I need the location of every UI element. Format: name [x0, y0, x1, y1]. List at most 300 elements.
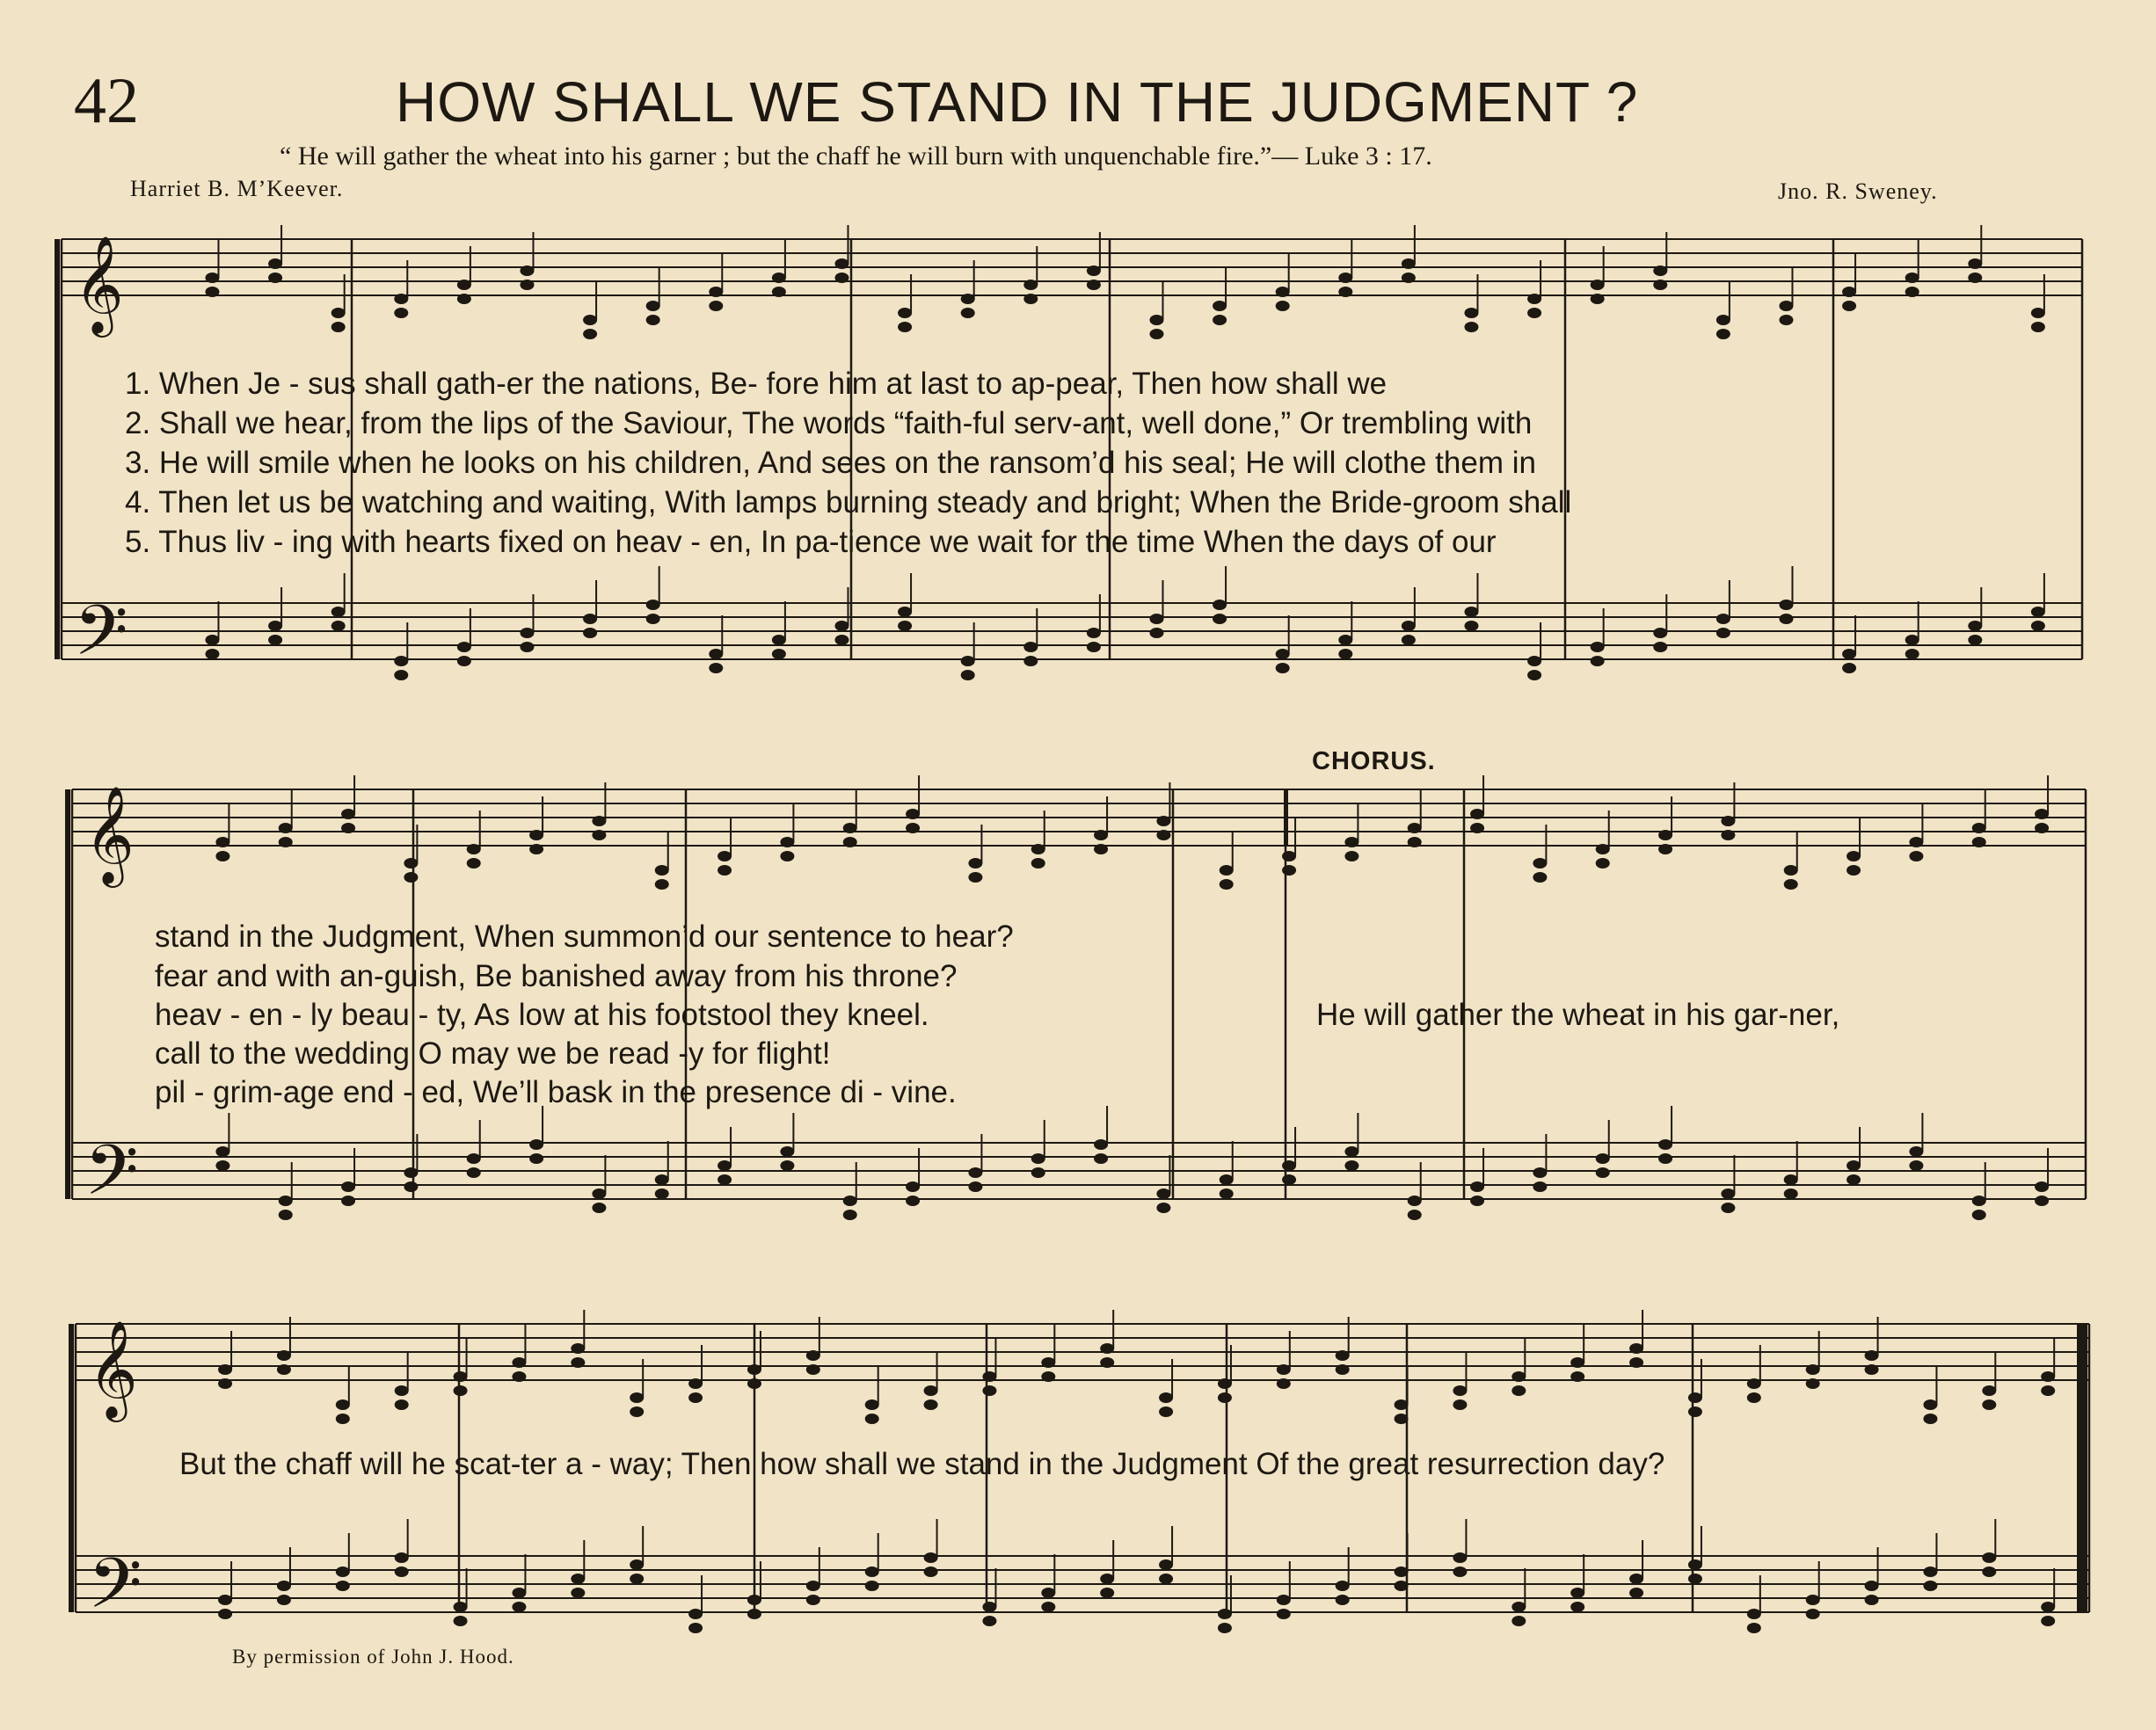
- system2-bass-notehead: [906, 1181, 920, 1192]
- verse-4-line-2: call to the wedding O may we be read -y for flight!: [155, 1036, 831, 1071]
- system1-treble-notehead: [1087, 265, 1101, 276]
- system1-bass-notehead: [268, 635, 282, 645]
- system1-bass-notehead: [1213, 614, 1227, 624]
- system3-bass-notehead: [1570, 1602, 1584, 1612]
- system3-bass-notehead: [865, 1566, 879, 1577]
- system1-bass-notehead: [583, 614, 597, 624]
- system2-treble-notehead: [592, 830, 606, 840]
- system3-treble-notehead: [1453, 1399, 1467, 1410]
- system3-treble-notehead: [277, 1350, 291, 1361]
- system2-bass-notehead: [1596, 1167, 1610, 1178]
- system2-bass-notehead: [341, 1196, 355, 1206]
- system3-brace: [69, 1324, 74, 1612]
- system3-bass-notehead: [1336, 1595, 1350, 1605]
- system1-treble-notehead: [1716, 329, 1730, 339]
- system1-bass-notehead: [961, 670, 975, 680]
- system1-bass-notehead: [1464, 607, 1478, 617]
- system3-treble-notehead: [1453, 1385, 1467, 1396]
- system2-bass-notehead: [1220, 1174, 1234, 1185]
- system1-bass-notehead: [961, 656, 975, 666]
- system2-bass-notehead: [1784, 1174, 1798, 1185]
- system2-bass-notehead: [1094, 1153, 1108, 1164]
- system2-treble-notehead: [1596, 858, 1610, 869]
- system2-bass-notehead: [2035, 1181, 2049, 1192]
- system3-bass-notehead: [277, 1595, 291, 1605]
- system1-bass-notehead: [520, 628, 534, 638]
- system3-treble-notehead: [571, 1343, 585, 1354]
- system2-treble-notehead: [341, 809, 355, 819]
- system1-bass-notehead: [834, 621, 849, 631]
- chorus-label: CHORUS.: [1312, 747, 1436, 775]
- verse-3-line-2: heav - en - ly beau - ty, As low at his footstool they kneel.: [155, 998, 929, 1032]
- system1-treble-notehead: [205, 273, 219, 283]
- system2-bass-notehead: [1846, 1174, 1861, 1185]
- system1-bass-notehead: [1842, 649, 1856, 659]
- system3-treble-notehead: [1570, 1371, 1584, 1382]
- system2-treble-notehead: [1344, 851, 1358, 861]
- system2-treble-notehead: [467, 858, 481, 869]
- system1-treble-notehead: [268, 273, 282, 283]
- verse-1-line-1: 1. When Je - sus shall gath-er the nations, Be- fore him at last to ap-pear, Then how shall we: [125, 367, 1388, 401]
- system3-treble-notehead: [924, 1385, 938, 1396]
- system2-treble-notehead: [215, 837, 229, 847]
- system3-bass-notehead: [1395, 1581, 1409, 1591]
- system2-treble-notehead: [1094, 830, 1108, 840]
- verse-2-line-1: 2. Shall we hear, from the lips of the Saviour, The words “faith-ful serv-ant, well done,” Or trembling with: [125, 406, 1533, 440]
- system3-treble-notehead: [1688, 1407, 1702, 1417]
- system2-treble-notehead: [279, 823, 293, 833]
- system3-treble-notehead: [454, 1385, 468, 1396]
- system1-treble-notehead: [2031, 308, 2045, 318]
- system3-bass-notehead: [1100, 1574, 1114, 1584]
- system3-bass-notehead: [806, 1581, 820, 1591]
- system3-treble-notehead: [512, 1357, 526, 1368]
- system3-bass-notehead: [1923, 1581, 1937, 1591]
- system3-bass-notehead: [1041, 1588, 1055, 1598]
- system3-treble-notehead: [1100, 1357, 1114, 1368]
- system2-treble-notehead: [404, 858, 418, 869]
- system1-treble-notehead: [1213, 315, 1227, 325]
- system1-bass-notehead: [772, 635, 786, 645]
- system3-bass-notehead: [1982, 1566, 1996, 1577]
- system3-bass-notehead: [1453, 1566, 1467, 1577]
- chorus-line-1: He will gather the wheat in his gar-ner,: [1316, 998, 1840, 1032]
- system3-treble-notehead: [865, 1414, 879, 1424]
- system1-treble-notehead: [268, 258, 282, 269]
- system3-treble-notehead: [1806, 1378, 1820, 1389]
- system1-treble-notehead: [457, 280, 471, 290]
- system3-bass-notehead: [1159, 1559, 1173, 1570]
- system1-bass-notehead: [1402, 621, 1416, 631]
- system3-bass-notehead: [1865, 1581, 1879, 1591]
- system3-treble-notehead: [571, 1357, 585, 1368]
- system1-bass-notehead: [1149, 614, 1163, 624]
- system2-bass-notehead: [717, 1160, 732, 1171]
- system1-bass-notehead: [520, 642, 534, 652]
- system1-bass-notehead: [1716, 614, 1730, 624]
- system3-bass-notehead: [1395, 1566, 1409, 1577]
- system2-treble-notehead: [717, 851, 732, 861]
- system3-treble-notehead: [454, 1371, 468, 1382]
- system2-treble-notehead: [843, 837, 857, 847]
- system2-treble-notehead: [1846, 851, 1861, 861]
- system2-treble-notehead: [1658, 830, 1672, 840]
- system3-bass-notehead: [747, 1595, 761, 1605]
- system1-treble-notehead: [834, 273, 849, 283]
- system1-bass-notehead: [898, 621, 912, 631]
- system3-treble-notehead: [218, 1378, 232, 1389]
- system3-treble-notehead: [1218, 1378, 1232, 1389]
- system2-treble-notehead: [1533, 872, 1547, 883]
- system1-bass-notehead: [709, 649, 723, 659]
- system2-bass-notehead: [1344, 1160, 1358, 1171]
- system3-bass-notehead: [1923, 1566, 1937, 1577]
- system1-bass-notehead: [1716, 628, 1730, 638]
- system1-treble-notehead: [1149, 329, 1163, 339]
- chorus-line-2: But the chaff will he scat-ter a - way; Then how shall we stand in the Judgment Of the great resurrection day?: [179, 1447, 1665, 1481]
- system3-bass-notehead: [1629, 1588, 1643, 1598]
- system2-bass-notehead: [1220, 1188, 1234, 1199]
- permission-note: By permission of John J. Hood.: [232, 1646, 514, 1668]
- system2-treble-notehead: [1721, 816, 1735, 826]
- system3-bass-notehead: [630, 1574, 644, 1584]
- system2-treble-notehead: [1094, 844, 1108, 854]
- system2-bass-notehead: [341, 1181, 355, 1192]
- system3-bass-notehead: [865, 1581, 879, 1591]
- system3-bass-notehead: [747, 1609, 761, 1619]
- system1-bass-notehead: [646, 600, 660, 610]
- system3-treble-notehead: [1747, 1378, 1761, 1389]
- system3-treble-notehead: [1865, 1364, 1879, 1375]
- system2-bass-notehead: [906, 1196, 920, 1206]
- system2-treble-notehead: [1470, 823, 1484, 833]
- system2-treble-notehead: [529, 830, 543, 840]
- system3-treble-notehead: [1806, 1364, 1820, 1375]
- system3-treble-notehead: [630, 1392, 644, 1403]
- system1-bass-notehead: [1591, 656, 1605, 666]
- treble-clef-icon: 𝄞: [84, 785, 135, 883]
- system1-treble-notehead: [1968, 273, 1982, 283]
- system1-treble-notehead: [1905, 273, 1919, 283]
- system3-bass-notehead: [1806, 1595, 1820, 1605]
- system1-treble-notehead: [2031, 322, 2045, 332]
- system1-treble-notehead: [394, 294, 408, 304]
- system2-bass-notehead: [1470, 1181, 1484, 1192]
- system3-treble-notehead: [1629, 1357, 1643, 1368]
- system1-treble-notehead: [1402, 258, 1416, 269]
- system2-treble-notehead: [1282, 865, 1296, 876]
- system1-bass-notehead: [709, 663, 723, 673]
- system2-treble-notehead: [1596, 844, 1610, 854]
- system2-bass-notehead: [1721, 1188, 1735, 1199]
- system1-treble-notehead: [394, 308, 408, 318]
- system1-treble-notehead: [709, 287, 723, 297]
- system1-treble-notehead: [1023, 294, 1038, 304]
- system3-treble-notehead: [630, 1407, 644, 1417]
- system3-bass-notehead: [2041, 1616, 2055, 1626]
- system2-treble-notehead: [1408, 837, 1422, 847]
- system1-treble-notehead: [331, 322, 346, 332]
- system2-bass-notehead: [1784, 1188, 1798, 1199]
- system1-bass-notehead: [1338, 635, 1352, 645]
- system2-treble-notehead: [1031, 844, 1045, 854]
- system1-bass-notehead: [1842, 663, 1856, 673]
- system2-treble-notehead: [1784, 865, 1798, 876]
- system3-treble-notehead: [218, 1364, 232, 1375]
- hymn-title: HOW SHALL WE STAND IN THE JUDGMENT ?: [396, 70, 1639, 134]
- verse-2-line-2: fear and with an-guish, Be banished away from his throne?: [155, 959, 958, 993]
- system1-treble-notehead: [834, 258, 849, 269]
- system3-bass-notehead: [1688, 1574, 1702, 1584]
- system3-treble-notehead: [1865, 1350, 1879, 1361]
- system1-treble-notehead: [1653, 280, 1667, 290]
- system2-treble-notehead: [1721, 830, 1735, 840]
- system3-treble-notehead: [2041, 1385, 2055, 1396]
- system2-bass-notehead: [1658, 1153, 1672, 1164]
- system2-bass-notehead: [780, 1146, 794, 1157]
- system3-treble-notehead: [1511, 1385, 1526, 1396]
- system2-bass-notehead: [1031, 1167, 1045, 1178]
- system3-treble-notehead: [395, 1385, 409, 1396]
- system3-treble-notehead: [512, 1371, 526, 1382]
- system2-bass-notehead: [1156, 1203, 1170, 1213]
- system3-bass-notehead: [1865, 1595, 1879, 1605]
- system2-bass-notehead: [467, 1167, 481, 1178]
- system2-bass-notehead: [843, 1196, 857, 1206]
- lyricist-credit: Harriet B. M’Keever.: [130, 176, 344, 201]
- system1-treble-notehead: [583, 315, 597, 325]
- system2-treble-notehead: [1156, 816, 1170, 826]
- system1-bass-notehead: [646, 614, 660, 624]
- system1-treble-notehead: [1276, 287, 1290, 297]
- system1-bass-notehead: [898, 607, 912, 617]
- system1-bass-notehead: [1527, 656, 1541, 666]
- system2-bass-notehead: [592, 1188, 606, 1199]
- system1-bass-notehead: [1591, 642, 1605, 652]
- system3-treble-notehead: [1688, 1392, 1702, 1403]
- system1-bass-notehead: [331, 607, 346, 617]
- bass-clef-icon: 𝄢: [84, 1130, 139, 1228]
- system3-treble-notehead: [982, 1385, 996, 1396]
- system2-treble-notehead: [215, 851, 229, 861]
- system1-bass-notehead: [1213, 600, 1227, 610]
- system2-bass-notehead: [1470, 1196, 1484, 1206]
- system3-bass-notehead: [1747, 1609, 1761, 1619]
- system2-treble-notehead: [529, 844, 543, 854]
- system1-treble-notehead: [898, 322, 912, 332]
- system3-treble-notehead: [1395, 1399, 1409, 1410]
- system1-bass-notehead: [583, 628, 597, 638]
- system1-treble-notehead: [898, 308, 912, 318]
- system3-treble-notehead: [982, 1371, 996, 1382]
- system3-treble-notehead: [1159, 1392, 1173, 1403]
- system2-bass-notehead: [467, 1153, 481, 1164]
- system3-bass-notehead: [336, 1566, 350, 1577]
- system1-treble-notehead: [457, 294, 471, 304]
- system3-treble-notehead: [924, 1399, 938, 1410]
- system2-bass-notehead: [1658, 1139, 1672, 1150]
- system2-bass-notehead: [1408, 1196, 1422, 1206]
- system3-bass-notehead: [1218, 1623, 1232, 1633]
- system2-treble-notehead: [906, 809, 920, 819]
- system2-treble-notehead: [968, 872, 982, 883]
- system1-treble-notehead: [1464, 308, 1478, 318]
- system3-bass-notehead: [1218, 1609, 1232, 1619]
- system2-bass-notehead: [279, 1196, 293, 1206]
- system1-bass-notehead: [2031, 621, 2045, 631]
- system2-bass-notehead: [655, 1174, 669, 1185]
- system1-treble-notehead: [709, 301, 723, 311]
- final-barline: [2077, 1324, 2087, 1612]
- system2-brace: [65, 789, 70, 1199]
- system3-treble-notehead: [688, 1392, 703, 1403]
- system2-bass-notehead: [592, 1203, 606, 1213]
- system2-treble-notehead: [404, 872, 418, 883]
- system1-bass-notehead: [1779, 600, 1793, 610]
- system3-treble-notehead: [1747, 1392, 1761, 1403]
- system1-treble-notehead: [1087, 280, 1101, 290]
- system1-bass-notehead: [1653, 628, 1667, 638]
- system1-bass-notehead: [1968, 621, 1982, 631]
- system2-treble-notehead: [592, 816, 606, 826]
- page-number: 42: [74, 65, 139, 137]
- system3-treble-notehead: [1570, 1357, 1584, 1368]
- system1-bass-notehead: [1527, 670, 1541, 680]
- verse-1-line-2: stand in the Judgment, When summon’d our sentence to hear?: [155, 920, 1014, 954]
- verse-3-line-1: 3. He will smile when he looks on his children, And sees on the ransom’d his seal; He will clothe them in: [125, 446, 1536, 480]
- system2-bass-notehead: [215, 1160, 229, 1171]
- system1-bass-notehead: [1023, 642, 1038, 652]
- system3-bass-notehead: [688, 1609, 703, 1619]
- system3-treble-notehead: [688, 1378, 703, 1389]
- system2-treble-notehead: [717, 865, 732, 876]
- system3-treble-notehead: [1218, 1392, 1232, 1403]
- system3-treble-notehead: [2041, 1371, 2055, 1382]
- system3-treble-notehead: [1041, 1371, 1055, 1382]
- system3-bass-notehead: [688, 1623, 703, 1633]
- system1-treble-notehead: [1591, 280, 1605, 290]
- system3-treble-notehead: [395, 1399, 409, 1410]
- system3-treble-notehead: [1336, 1364, 1350, 1375]
- system3-bass-notehead: [1511, 1616, 1526, 1626]
- system3-bass-notehead: [982, 1616, 996, 1626]
- system1-treble-notehead: [205, 287, 219, 297]
- system3-bass-notehead: [218, 1595, 232, 1605]
- system2-treble-notehead: [1408, 823, 1422, 833]
- system2-bass-notehead: [1909, 1160, 1923, 1171]
- system3-bass-notehead: [1688, 1559, 1702, 1570]
- system1-bass-notehead: [1023, 656, 1038, 666]
- system1-treble-notehead: [1023, 280, 1038, 290]
- system3-bass-notehead: [454, 1602, 468, 1612]
- system3-bass-notehead: [1159, 1574, 1173, 1584]
- system1-treble-notehead: [1527, 308, 1541, 318]
- system3-treble-notehead: [1923, 1414, 1937, 1424]
- system2-bass-notehead: [655, 1188, 669, 1199]
- system3-bass-notehead: [1336, 1581, 1350, 1591]
- system1-bass-notehead: [1905, 635, 1919, 645]
- system2-treble-notehead: [1220, 865, 1234, 876]
- system2-treble-notehead: [1220, 879, 1234, 890]
- composer-credit: Jno. R. Sweney.: [1778, 178, 1938, 204]
- system2-treble-notehead: [1972, 837, 1986, 847]
- system3-bass-notehead: [1041, 1602, 1055, 1612]
- system3-treble-notehead: [1923, 1399, 1937, 1410]
- system2-treble-notehead: [655, 879, 669, 890]
- system1-treble-notehead: [772, 273, 786, 283]
- system2-treble-notehead: [906, 823, 920, 833]
- system1-treble-notehead: [1779, 301, 1793, 311]
- system2-bass-notehead: [1909, 1146, 1923, 1157]
- system2-treble-notehead: [341, 823, 355, 833]
- system2-bass-notehead: [1408, 1210, 1422, 1220]
- system1-treble-notehead: [1716, 315, 1730, 325]
- system1-bass-notehead: [2031, 607, 2045, 617]
- system2-treble-notehead: [1658, 844, 1672, 854]
- system3-bass-notehead: [924, 1552, 938, 1563]
- system1-treble-notehead: [961, 308, 975, 318]
- system2-bass-notehead: [1344, 1146, 1358, 1157]
- system1-bass-notehead: [457, 642, 471, 652]
- system3-treble-notehead: [806, 1350, 820, 1361]
- system2-treble-notehead: [1470, 809, 1484, 819]
- system2-treble-notehead: [2035, 823, 2049, 833]
- system2-bass-notehead: [2035, 1196, 2049, 1206]
- system1-treble-notehead: [583, 329, 597, 339]
- system3-bass-notehead: [571, 1588, 585, 1598]
- system2-treble-notehead: [1031, 858, 1045, 869]
- system3-treble-notehead: [1159, 1407, 1173, 1417]
- system2-bass-notehead: [717, 1174, 732, 1185]
- system2-treble-notehead: [780, 851, 794, 861]
- system1-treble-notehead: [1338, 273, 1352, 283]
- system1-bass-notehead: [331, 621, 346, 631]
- system1-bass-notehead: [457, 656, 471, 666]
- system3-treble-notehead: [1982, 1385, 1996, 1396]
- system3-treble-notehead: [1395, 1414, 1409, 1424]
- system3-bass-notehead: [2041, 1602, 2055, 1612]
- system1-treble-notehead: [1213, 301, 1227, 311]
- system1-treble-notehead: [1464, 322, 1478, 332]
- system1-treble-notehead: [1402, 273, 1416, 283]
- system1-treble-notehead: [1779, 315, 1793, 325]
- system3-bass-notehead: [1100, 1588, 1114, 1598]
- system3-bass-notehead: [571, 1574, 585, 1584]
- system1-bass-notehead: [205, 635, 219, 645]
- system2-treble-notehead: [1344, 837, 1358, 847]
- system2-bass-notehead: [215, 1146, 229, 1157]
- system3-bass-notehead: [982, 1602, 996, 1612]
- system3-bass-notehead: [1277, 1609, 1291, 1619]
- system2-bass-notehead: [279, 1210, 293, 1220]
- system2-treble-notehead: [1909, 851, 1923, 861]
- system2-treble-notehead: [1784, 879, 1798, 890]
- system3-treble-notehead: [806, 1364, 820, 1375]
- system1-treble-notehead: [1905, 287, 1919, 297]
- system1-bass-notehead: [394, 656, 408, 666]
- system2-treble-notehead: [1533, 858, 1547, 869]
- system1-bass-notehead: [1464, 621, 1478, 631]
- system3-treble-notehead: [1511, 1371, 1526, 1382]
- system3-bass-notehead: [512, 1588, 526, 1598]
- system1-bass-notehead: [1338, 649, 1352, 659]
- system3-bass-notehead: [277, 1581, 291, 1591]
- system2-bass-notehead: [843, 1210, 857, 1220]
- system3-bass-notehead: [395, 1552, 409, 1563]
- system1-treble-notehead: [1842, 287, 1856, 297]
- system2-bass-notehead: [780, 1160, 794, 1171]
- system2-bass-notehead: [1596, 1153, 1610, 1164]
